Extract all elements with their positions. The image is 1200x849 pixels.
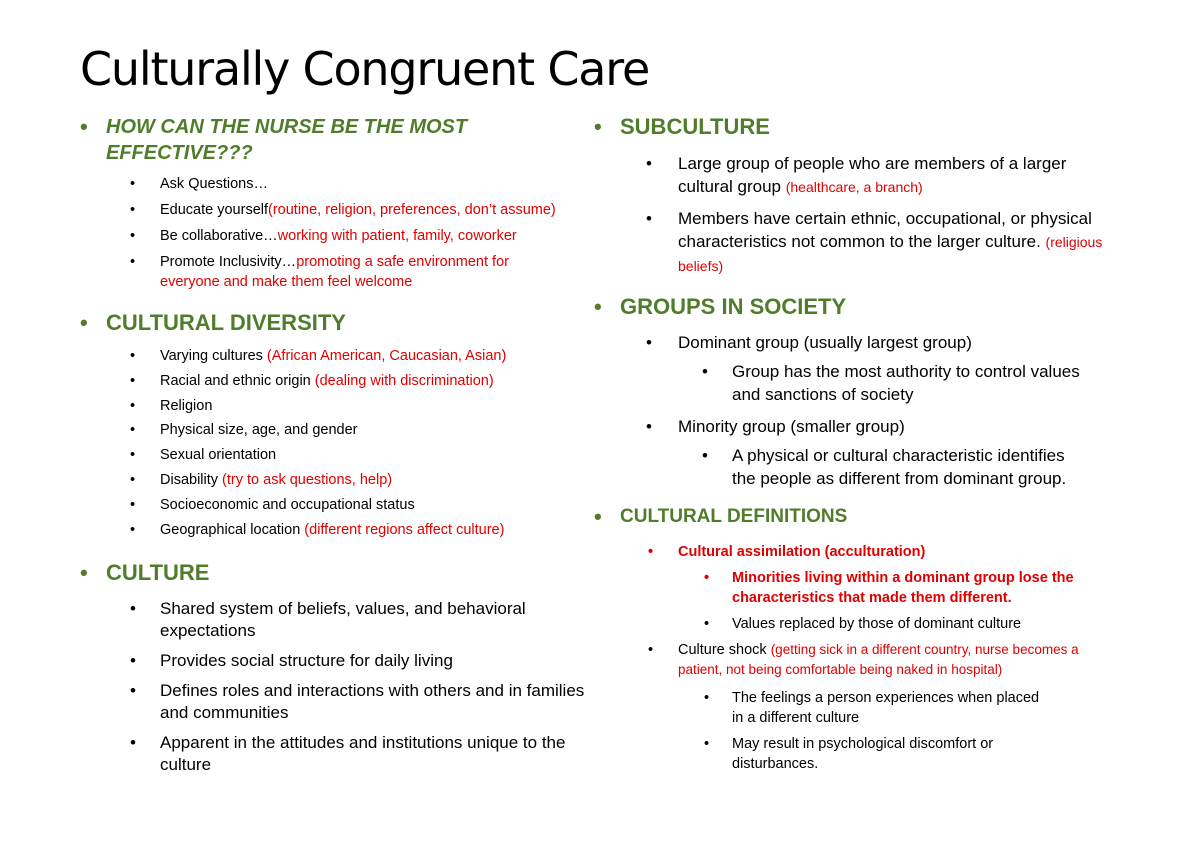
section-heading-subculture: • SUBCULTURE xyxy=(594,114,770,139)
list-item: • Sexual orientation xyxy=(130,447,277,464)
list-item: • Group has the most authority to control values and sanctions of society xyxy=(702,362,1080,404)
effective-list xyxy=(80,174,600,292)
list-item: • Educate yourself(routine, religion, preferences, don’t assume) xyxy=(130,202,556,218)
left-column xyxy=(80,114,600,776)
diversity-list xyxy=(80,346,600,540)
list-item: • A physical or cultural characteristic identifies the people as different from dominant group. xyxy=(702,446,1067,488)
section-heading-definitions: • CULTURAL DEFINITIONS xyxy=(594,504,848,529)
section-heading-culture: • CULTURE xyxy=(80,559,210,585)
right-column xyxy=(594,114,1134,774)
list-item: • Minority group (smaller group) xyxy=(646,417,905,436)
section-heading-diversity: • CULTURAL DIVERSITY xyxy=(80,310,346,335)
list-item: • Geographical location (different regions affect culture) xyxy=(130,521,505,538)
subculture-list xyxy=(594,152,1134,278)
list-item: • Varying cultures (African American, Caucasian, Asian) xyxy=(130,348,507,364)
bullet: • xyxy=(80,114,88,139)
list-item: • May result in psychological discomfort or disturbances. xyxy=(704,736,994,772)
list-item: • Ask Questions… xyxy=(130,176,268,192)
definitions-list xyxy=(594,542,1134,774)
list-item: • Values replaced by those of dominant culture xyxy=(704,616,1022,632)
list-item: • Shared system of beliefs, values, and behavioral expectations xyxy=(130,598,526,640)
list-item: • Promote Inclusivity…promoting a safe environment for everyone and make them feel welcome xyxy=(130,254,509,290)
list-item: • Cultural assimilation (acculturation) xyxy=(648,544,926,560)
list-item: • Racial and ethnic origin (dealing with discrimination) xyxy=(130,372,494,389)
list-item: • Disability (try to ask questions, help) xyxy=(130,471,393,488)
heading-text: HOW CAN THE NURSE BE THE MOST EFFECTIVE??? xyxy=(106,116,468,164)
groups-list xyxy=(594,331,1134,490)
page-title: Culturally Congruent Care xyxy=(80,42,650,96)
list-item: • The feelings a person experiences when placed in a different culture xyxy=(704,690,1040,726)
list-item: • Provides social structure for daily living xyxy=(130,650,453,670)
section-heading-groups: • GROUPS IN SOCIETY xyxy=(594,294,847,319)
list-item: • Physical size, age, and gender xyxy=(130,422,358,439)
list-item: • Dominant group (usually largest group) xyxy=(646,333,972,352)
culture-list xyxy=(80,598,600,776)
section-heading-effective xyxy=(80,114,600,166)
list-item: • Be collaborative…working with patient, family, coworker xyxy=(130,228,517,244)
list-item: • Minorities living within a dominant group lose the characteristics that made them different. xyxy=(704,570,1074,606)
list-item: • Apparent in the attitudes and institutions unique to the culture xyxy=(130,732,566,774)
list-item: • Religion xyxy=(130,397,213,414)
list-item: • Culture shock (getting sick in a different country, nurse becomes a patient, not being comfortable being naked in hospital) xyxy=(648,642,1079,677)
list-item: • Defines roles and interactions with others and in families and communities xyxy=(130,680,585,722)
list-item: • Members have certain ethnic, occupational, or physical characteristics not common to the larger culture. (religious beliefs) xyxy=(646,209,1103,274)
list-item: • Large group of people who are members of a larger cultural group (healthcare, a branch) xyxy=(646,154,1067,196)
list-item: • Socioeconomic and occupational status xyxy=(130,496,415,513)
